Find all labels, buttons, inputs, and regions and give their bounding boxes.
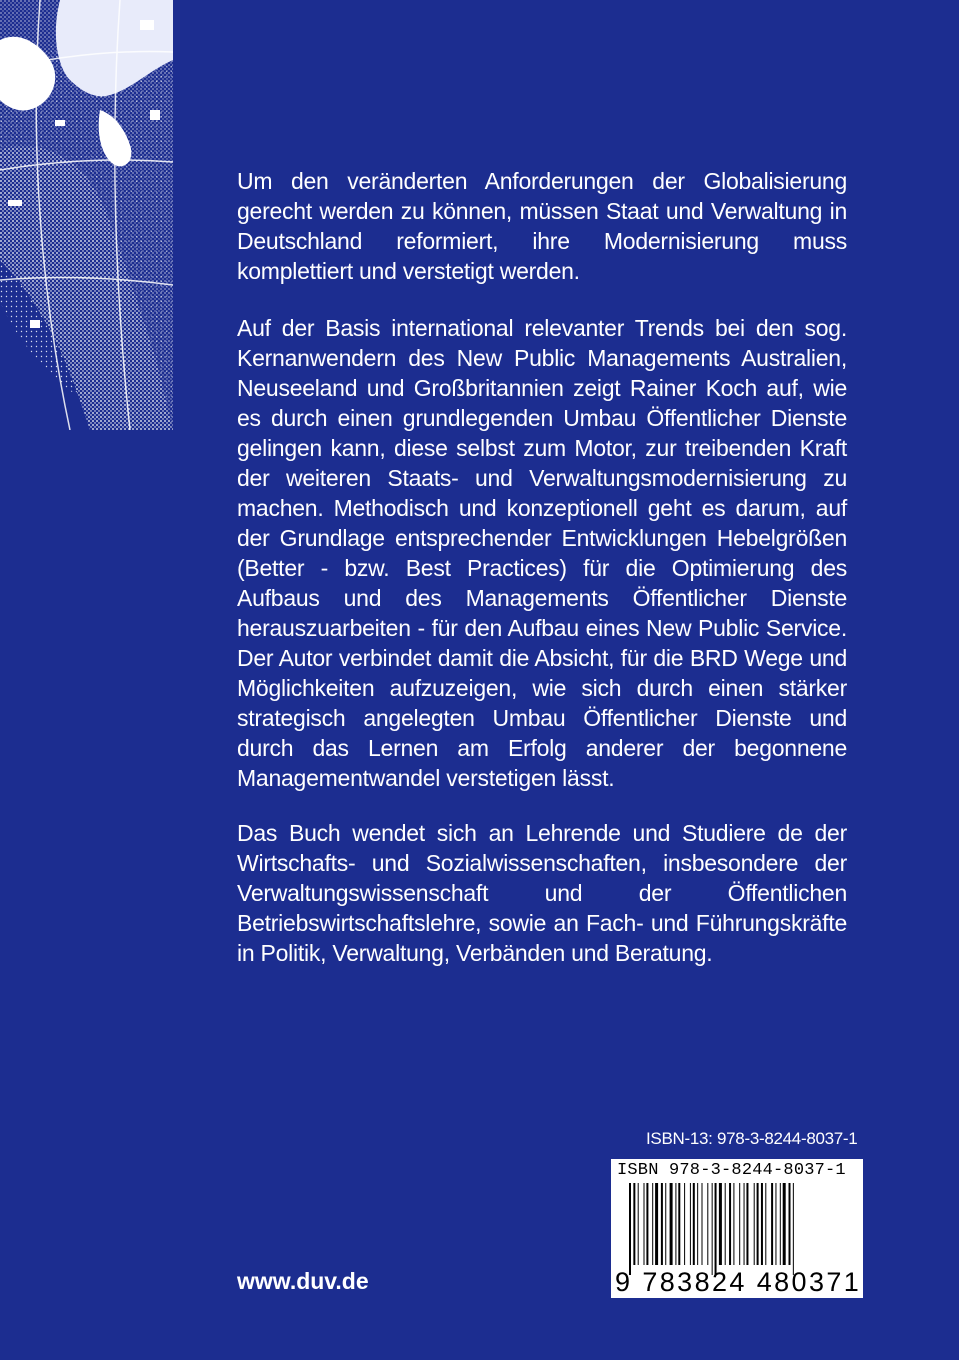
globe-illustration (0, 0, 173, 430)
barcode-bar (697, 1183, 698, 1265)
barcode-bar (744, 1183, 745, 1265)
barcode-digits: 9 783824 480371 (615, 1267, 862, 1297)
barcode-bar (707, 1183, 708, 1265)
barcode-bar (761, 1183, 763, 1265)
globe-icon (0, 0, 173, 430)
isbn-label: ISBN-13: 978-3-8244-8037-1 (646, 1129, 858, 1148)
barcode-bar (789, 1183, 791, 1265)
barcode-bar (775, 1183, 776, 1265)
barcode-bar (655, 1183, 658, 1265)
barcode-bar (715, 1183, 717, 1275)
barcode-bar (702, 1183, 703, 1265)
barcode-bar (684, 1183, 685, 1265)
barcode-bar (665, 1183, 666, 1265)
barcode-isbn-text: ISBN 978-3-8244-8037-1 (617, 1161, 846, 1180)
barcode-bar (690, 1183, 691, 1265)
barcode-bar (661, 1183, 663, 1265)
barcode-bar (719, 1183, 722, 1265)
paragraph-intro: Um den veränderten Anforderungen der Globalisierung gerecht werden zu können, müssen Staat und Verwaltung in Deutschland reformiert, ihre Modernisierung muss komplettiert und verstetigt werden. (237, 168, 847, 284)
barcode-bar (629, 1183, 631, 1275)
barcode-bar (712, 1183, 713, 1275)
paragraph-audience: Das Buch wendet sich an Lehrende und Studiere de der Wirtschafts- und Sozialwissenschaften, insbesondere der Verwaltungswissenschaft und der Öffentlichen Betriebswirtschaftslehre, sowie an Fach- und Führungskräfte in Politik, Verwaltung, Verbänden und Beratung. (237, 820, 847, 966)
barcode (611, 1159, 863, 1298)
barcode-bar (733, 1183, 734, 1265)
paragraph-main: Auf der Basis international relevanter Trends bei den sog. Kernanwendern des New Public Managements Australien, Neuseeland und Großbritannien zeigt Rainer Koch auf, wie es durch einen grundlegenden Umbau Öffentlicher Dienste gelingen kann, diese selbst zum Motor, zur treibenden Kraft der weiteren Staats- und Verwaltungsmodernisierung zu machen. Methodisch und konzeptionell geht es darum, auf der Grundlage entsprechender Entwicklungen Hebelgrößen (Better - bzw. Best Practices) für die Optimierung des Aufbaus und des Managements Öffentlicher Dienste herauszuarbeiten - für den Aufbau eines New Public Service. Der Autor verbindet damit die Absicht, für die BRD Wege und Möglichkeiten aufzuzeigen, wie sich durch einen stärker strategisch angelegten Umbau Öffentlicher Dienste und durch das Lernen am Erfolg anderer der begonnene Managementwandel verstetigen lässt. (237, 315, 847, 791)
barcode-bar (746, 1183, 748, 1265)
publisher-website: www.duv.de (237, 1268, 369, 1294)
barcode-bar (646, 1183, 648, 1265)
barcode-bar (644, 1183, 645, 1265)
barcode-bar (754, 1183, 755, 1265)
barcode-bar (757, 1183, 759, 1265)
barcode-bar (678, 1183, 680, 1265)
barcode-bar (693, 1183, 695, 1265)
barcode-bar (638, 1183, 639, 1265)
barcode-bar (739, 1183, 740, 1265)
barcode-bar (765, 1183, 766, 1265)
barcode-bar (652, 1183, 653, 1265)
barcode-bar (633, 1183, 635, 1265)
barcode-bar (675, 1183, 676, 1265)
barcode-bar (725, 1183, 726, 1265)
barcode-bar (771, 1183, 773, 1265)
barcode-bar (783, 1183, 786, 1265)
barcode-bar (729, 1183, 731, 1265)
barcode-bar (670, 1183, 673, 1265)
barcode-bar (793, 1183, 794, 1275)
barcode-bar (780, 1183, 781, 1265)
